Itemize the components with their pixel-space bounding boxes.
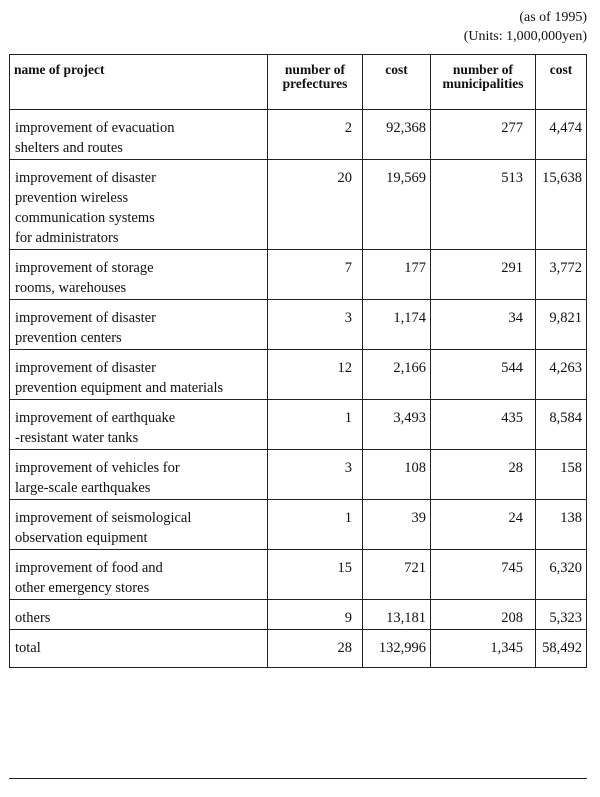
table-row bbox=[10, 250, 587, 300]
project-name-line: large-scale earthquakes bbox=[15, 480, 151, 496]
prefectures-cost-cell: 39 bbox=[363, 500, 431, 550]
table-row bbox=[10, 110, 587, 160]
project-name-line: improvement of food and bbox=[15, 560, 163, 576]
total-label-cell: total bbox=[10, 630, 268, 668]
project-name-cell bbox=[10, 400, 268, 450]
municipalities-cost-cell: 9,821 bbox=[536, 300, 587, 350]
project-name-line: improvement of seismological bbox=[15, 510, 192, 526]
municipalities-count-cell: 435 bbox=[431, 400, 536, 450]
prefectures-cost-cell: 19,569 bbox=[363, 160, 431, 250]
header-municipalities-line-1: number of bbox=[452, 62, 514, 77]
total-municipalities-count-cell: 1,345 bbox=[431, 630, 536, 668]
table-body bbox=[10, 110, 587, 668]
header-municipalities-line-2: municipalities bbox=[442, 76, 524, 91]
project-name-line: prevention wireless bbox=[15, 190, 129, 206]
as-of-note: (as of 1995) bbox=[519, 10, 587, 25]
project-name-line: rooms, warehouses bbox=[15, 280, 127, 296]
project-name-line: prevention equipment and materials bbox=[15, 380, 224, 396]
project-name-line: shelters and routes bbox=[15, 140, 123, 156]
municipalities-cost-cell: 158 bbox=[536, 450, 587, 500]
project-name-cell bbox=[10, 350, 268, 400]
project-name-cell bbox=[10, 160, 268, 250]
prefectures-cost-cell: 2,166 bbox=[363, 350, 431, 400]
project-name-cell bbox=[10, 300, 268, 350]
project-name-line: improvement of vehicles for bbox=[15, 460, 180, 476]
total-municipalities-cost-cell: 58,492 bbox=[536, 630, 587, 668]
municipalities-count-cell: 24 bbox=[431, 500, 536, 550]
municipalities-cost-cell: 4,263 bbox=[536, 350, 587, 400]
total-prefectures-count-cell: 28 bbox=[268, 630, 363, 668]
project-name-line: observation equipment bbox=[15, 530, 148, 546]
municipalities-count-cell: 34 bbox=[431, 300, 536, 350]
prefectures-count-cell: 1 bbox=[268, 400, 363, 450]
prefectures-count-cell: 7 bbox=[268, 250, 363, 300]
project-cost-table bbox=[9, 54, 587, 668]
prefectures-count-cell: 20 bbox=[268, 160, 363, 250]
units-note: (Units: 1,000,000yen) bbox=[463, 29, 587, 44]
prefectures-cost-cell: 92,368 bbox=[363, 110, 431, 160]
prefectures-count-cell: 2 bbox=[268, 110, 363, 160]
table-row bbox=[10, 550, 587, 600]
municipalities-count-cell: 745 bbox=[431, 550, 536, 600]
table-header-row bbox=[10, 55, 587, 110]
table-row bbox=[10, 160, 587, 250]
header-name-of-project: name of project bbox=[10, 55, 268, 110]
header-prefectures-line-1: number of bbox=[284, 62, 346, 77]
municipalities-count-cell: 208 bbox=[431, 600, 536, 630]
municipalities-count-cell: 513 bbox=[431, 160, 536, 250]
municipalities-cost-cell: 15,638 bbox=[536, 160, 587, 250]
project-name-cell bbox=[10, 550, 268, 600]
table-row bbox=[10, 300, 587, 350]
header-prefectures-line-2: prefectures bbox=[282, 76, 348, 91]
municipalities-count-cell: 291 bbox=[431, 250, 536, 300]
project-name-line: for administrators bbox=[15, 230, 119, 246]
bottom-rule bbox=[9, 778, 587, 779]
header-number-of-municipalities bbox=[431, 55, 536, 110]
project-name-cell bbox=[10, 450, 268, 500]
prefectures-cost-cell: 1,174 bbox=[363, 300, 431, 350]
prefectures-count-cell: 15 bbox=[268, 550, 363, 600]
project-name-line: -resistant water tanks bbox=[15, 430, 139, 446]
prefectures-count-cell: 1 bbox=[268, 500, 363, 550]
municipalities-cost-cell: 5,323 bbox=[536, 600, 587, 630]
municipalities-cost-cell: 138 bbox=[536, 500, 587, 550]
municipalities-cost-cell: 3,772 bbox=[536, 250, 587, 300]
table-row bbox=[10, 400, 587, 450]
table-row bbox=[10, 350, 587, 400]
project-name-line: improvement of disaster bbox=[15, 310, 156, 326]
prefectures-count-cell: 3 bbox=[268, 300, 363, 350]
table-row bbox=[10, 450, 587, 500]
prefectures-count-cell: 12 bbox=[268, 350, 363, 400]
prefectures-cost-cell: 108 bbox=[363, 450, 431, 500]
prefectures-cost-cell: 13,181 bbox=[363, 600, 431, 630]
project-name-line: communication systems bbox=[15, 210, 155, 226]
project-name-line: improvement of evacuation bbox=[15, 120, 175, 136]
project-name-line: other emergency stores bbox=[15, 580, 150, 596]
table-row bbox=[10, 500, 587, 550]
prefectures-count-cell: 9 bbox=[268, 600, 363, 630]
municipalities-count-cell: 277 bbox=[431, 110, 536, 160]
prefectures-cost-cell: 3,493 bbox=[363, 400, 431, 450]
project-name-line: improvement of disaster bbox=[15, 170, 156, 186]
header-cost-prefectures: cost bbox=[363, 55, 431, 110]
total-row bbox=[10, 630, 587, 668]
project-name-line: improvement of disaster bbox=[15, 360, 156, 376]
table-row bbox=[10, 600, 587, 630]
municipalities-cost-cell: 4,474 bbox=[536, 110, 587, 160]
municipalities-cost-cell: 6,320 bbox=[536, 550, 587, 600]
header-number-of-prefectures bbox=[268, 55, 363, 110]
project-name-cell bbox=[10, 600, 268, 630]
municipalities-cost-cell: 8,584 bbox=[536, 400, 587, 450]
prefectures-count-cell: 3 bbox=[268, 450, 363, 500]
municipalities-count-cell: 544 bbox=[431, 350, 536, 400]
project-name-line: prevention centers bbox=[15, 330, 122, 346]
prefectures-cost-cell: 177 bbox=[363, 250, 431, 300]
project-name-cell bbox=[10, 110, 268, 160]
project-name-line: improvement of storage bbox=[15, 260, 154, 276]
project-name-cell bbox=[10, 500, 268, 550]
project-name-line: others bbox=[15, 610, 51, 626]
project-name-cell bbox=[10, 250, 268, 300]
total-prefectures-cost-cell: 132,996 bbox=[363, 630, 431, 668]
municipalities-count-cell: 28 bbox=[431, 450, 536, 500]
project-name-line: improvement of earthquake bbox=[15, 410, 176, 426]
prefectures-cost-cell: 721 bbox=[363, 550, 431, 600]
header-cost-municipalities: cost bbox=[536, 55, 587, 110]
